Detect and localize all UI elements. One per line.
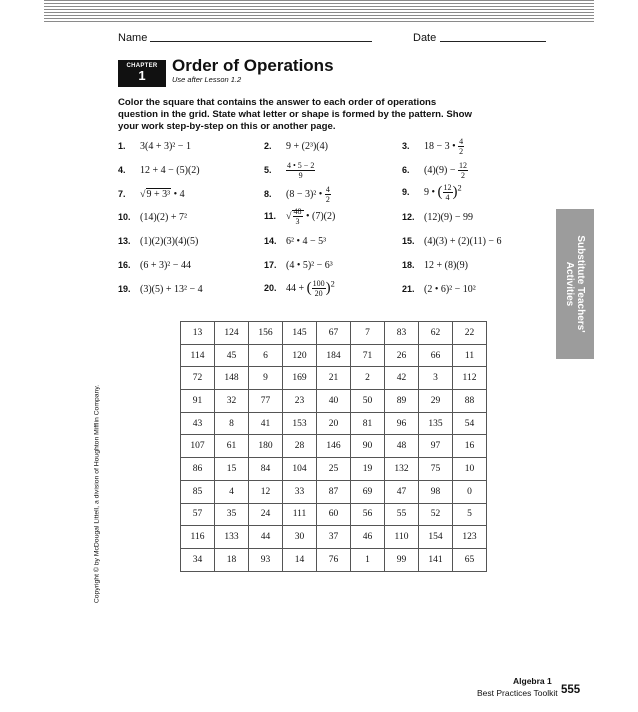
grid-cell[interactable]: 28	[283, 435, 317, 458]
date-input-line[interactable]	[440, 41, 546, 42]
grid-cell[interactable]: 123	[453, 526, 487, 549]
page-subtitle: Use after Lesson 1.2	[172, 75, 242, 84]
grid-cell[interactable]: 90	[351, 435, 385, 458]
grid-cell[interactable]: 57	[181, 503, 215, 526]
grid-cell[interactable]: 3	[419, 367, 453, 390]
copyright-notice: Copyright © by McDougal Littell, a division of Houghton Mifflin Company.	[93, 384, 101, 604]
grid-cell[interactable]: 11	[453, 344, 487, 367]
problem-21: 21. (2 • 6)² − 10²	[402, 284, 476, 295]
grid-row	[181, 503, 487, 526]
chapter-number: 1	[138, 68, 146, 83]
grid-cell[interactable]: 71	[351, 344, 385, 367]
grid-cell[interactable]: 16	[453, 435, 487, 458]
grid-cell[interactable]: 141	[419, 548, 453, 571]
grid-cell[interactable]: 45	[215, 344, 249, 367]
grid-cell[interactable]: 65	[453, 548, 487, 571]
grid-cell[interactable]: 146	[317, 435, 351, 458]
grid-cell[interactable]: 37	[317, 526, 351, 549]
grid-cell[interactable]: 96	[385, 412, 419, 435]
grid-row	[181, 367, 487, 390]
problem-16: 16. (6 + 3)² − 44	[118, 260, 191, 271]
grid-cell[interactable]: 13	[181, 322, 215, 345]
problem-15: 15. (4)(3) + (2)(11) − 6	[402, 236, 502, 247]
grid-cell[interactable]: 111	[283, 503, 317, 526]
grid-cell[interactable]: 4	[215, 480, 249, 503]
grid-cell[interactable]: 18	[215, 548, 249, 571]
problem-18: 18. 12 + (8)(9)	[402, 260, 468, 271]
grid-cell[interactable]: 132	[385, 458, 419, 481]
page-number: 555	[561, 684, 581, 696]
problem-5: 5. $\frac{4 • 5 - 2}{9}$	[264, 161, 315, 180]
problem-3: 3. 18 − 3 • $\frac{4}{2}$	[402, 137, 464, 156]
grid-cell[interactable]: 55	[385, 503, 419, 526]
grid-cell[interactable]: 69	[351, 480, 385, 503]
problem-17: 17. (4 • 5)² − 6³	[264, 260, 333, 271]
grid-cell[interactable]: 86	[181, 458, 215, 481]
grid-row	[181, 344, 487, 367]
grid-cell[interactable]: 76	[317, 548, 351, 571]
grid-cell[interactable]: 23	[283, 390, 317, 413]
problem-6: 6. (4)(9) − $\frac{12}{2}$	[402, 161, 467, 180]
grid-row	[181, 526, 487, 549]
answer-grid	[180, 321, 487, 572]
problem-4: 4. 12 + 4 − (5)(2)	[118, 165, 200, 176]
grid-row	[181, 412, 487, 435]
grid-cell[interactable]: 41	[249, 412, 283, 435]
grid-cell[interactable]: 15	[215, 458, 249, 481]
grid-cell[interactable]: 85	[181, 480, 215, 503]
problem-12: 12. (12)(9) − 99	[402, 212, 473, 223]
header-rule-lines	[44, 0, 594, 24]
grid-cell[interactable]: 89	[385, 390, 419, 413]
grid-cell[interactable]: 112	[453, 367, 487, 390]
date-label: Date	[413, 32, 437, 44]
side-tab-label: Substitute Teachers' Activities	[564, 235, 586, 333]
grid-cell[interactable]: 54	[453, 412, 487, 435]
grid-cell[interactable]: 25	[317, 458, 351, 481]
grid-cell[interactable]: 148	[215, 367, 249, 390]
grid-cell[interactable]: 6	[249, 344, 283, 367]
problem-1: 1. 3(4 + 3)² − 1	[118, 141, 191, 152]
grid-row	[181, 548, 487, 571]
grid-cell[interactable]: 30	[283, 526, 317, 549]
grid-cell[interactable]: 116	[181, 526, 215, 549]
grid-cell[interactable]: 156	[249, 322, 283, 345]
footer-toolkit: Best Practices Toolkit	[477, 688, 558, 698]
grid-cell[interactable]: 2	[351, 367, 385, 390]
grid-cell[interactable]: 75	[419, 458, 453, 481]
grid-cell[interactable]: 22	[453, 322, 487, 345]
grid-cell[interactable]: 169	[283, 367, 317, 390]
grid-cell[interactable]: 88	[453, 390, 487, 413]
grid-cell[interactable]: 47	[385, 480, 419, 503]
grid-cell[interactable]: 52	[419, 503, 453, 526]
chapter-label: CHAPTER	[126, 63, 158, 69]
grid-cell[interactable]: 32	[215, 390, 249, 413]
grid-cell[interactable]: 114	[181, 344, 215, 367]
grid-cell[interactable]: 46	[351, 526, 385, 549]
grid-cell[interactable]: 0	[453, 480, 487, 503]
grid-cell[interactable]: 135	[419, 412, 453, 435]
grid-cell[interactable]: 19	[351, 458, 385, 481]
grid-cell[interactable]: 20	[317, 412, 351, 435]
grid-cell[interactable]: 124	[215, 322, 249, 345]
grid-cell[interactable]: 44	[249, 526, 283, 549]
grid-cell[interactable]: 97	[419, 435, 453, 458]
problem-20: 20. 44 + ( $\frac{100}{20}$ )$^2$	[264, 279, 335, 298]
grid-cell[interactable]: 154	[419, 526, 453, 549]
grid-cell[interactable]: 8	[215, 412, 249, 435]
grid-cell[interactable]: 60	[317, 503, 351, 526]
grid-cell[interactable]: 91	[181, 390, 215, 413]
grid-cell[interactable]: 87	[317, 480, 351, 503]
grid-cell[interactable]: 12	[249, 480, 283, 503]
grid-cell[interactable]: 26	[385, 344, 419, 367]
grid-cell[interactable]: 1	[351, 548, 385, 571]
grid-cell[interactable]: 62	[419, 322, 453, 345]
problem-13: 13. (1)(2)(3)(4)(5)	[118, 236, 199, 247]
grid-cell[interactable]: 110	[385, 526, 419, 549]
grid-cell[interactable]: 42	[385, 367, 419, 390]
grid-cell[interactable]: 72	[181, 367, 215, 390]
grid-cell[interactable]: 153	[283, 412, 317, 435]
grid-cell[interactable]: 5	[453, 503, 487, 526]
problem-7: 7. √9 + 3³ • 4	[118, 189, 185, 200]
grid-cell[interactable]: 34	[181, 548, 215, 571]
problem-2: 2. 9 + (2³)(4)	[264, 141, 328, 152]
grid-cell[interactable]: 61	[215, 435, 249, 458]
grid-cell[interactable]: 145	[283, 322, 317, 345]
instructions: Color the square that contains the answer to each order of operations question in the grid. State what letter or shape is formed by the pattern. Show your work step-by-step on this or another page.	[118, 97, 472, 132]
problem-8: 8. (8 − 3)² • $\frac{4}{2}$	[264, 185, 330, 204]
grid-cell[interactable]: 77	[249, 390, 283, 413]
grid-row	[181, 390, 487, 413]
grid-cell[interactable]: 7	[351, 322, 385, 345]
name-input-line[interactable]	[150, 41, 372, 42]
grid-cell[interactable]: 10	[453, 458, 487, 481]
grid-row	[181, 322, 487, 345]
grid-cell[interactable]: 29	[419, 390, 453, 413]
grid-cell[interactable]: 35	[215, 503, 249, 526]
grid-cell[interactable]: 43	[181, 412, 215, 435]
grid-cell[interactable]: 120	[283, 344, 317, 367]
name-label: Name	[118, 32, 148, 44]
chapter-badge	[118, 60, 166, 87]
grid-cell[interactable]: 84	[249, 458, 283, 481]
grid-cell[interactable]: 40	[317, 390, 351, 413]
grid-row	[181, 435, 487, 458]
grid-cell[interactable]: 99	[385, 548, 419, 571]
grid-cell[interactable]: 24	[249, 503, 283, 526]
grid-cell[interactable]: 9	[249, 367, 283, 390]
grid-cell[interactable]: 107	[181, 435, 215, 458]
grid-cell[interactable]: 48	[385, 435, 419, 458]
grid-cell[interactable]: 50	[351, 390, 385, 413]
problem-11: 11. √ $\frac{48}{3}$ • (7)(2)	[264, 207, 336, 226]
grid-cell[interactable]: 66	[419, 344, 453, 367]
grid-row	[181, 480, 487, 503]
grid-cell[interactable]: 133	[215, 526, 249, 549]
problem-10: 10. (14)(2) + 7²	[118, 212, 187, 223]
grid-cell[interactable]: 33	[283, 480, 317, 503]
page-title: Order of Operations	[172, 56, 334, 75]
problem-9: 9. 9 • ( $\frac{12}{4}$ )$^2$	[402, 183, 462, 202]
grid-cell[interactable]: 14	[283, 548, 317, 571]
grid-cell[interactable]: 81	[351, 412, 385, 435]
grid-cell[interactable]: 93	[249, 548, 283, 571]
grid-cell[interactable]: 184	[317, 344, 351, 367]
grid-cell[interactable]: 180	[249, 435, 283, 458]
grid-row	[181, 458, 487, 481]
problem-19: 19. (3)(5) + 13² − 4	[118, 284, 203, 295]
grid-cell[interactable]: 104	[283, 458, 317, 481]
grid-cell[interactable]: 67	[317, 322, 351, 345]
grid-cell[interactable]: 56	[351, 503, 385, 526]
grid-cell[interactable]: 98	[419, 480, 453, 503]
grid-cell[interactable]: 21	[317, 367, 351, 390]
problem-14: 14. 6² • 4 − 5³	[264, 236, 327, 247]
problem-list	[118, 136, 518, 306]
grid-cell[interactable]: 83	[385, 322, 419, 345]
footer-book-title: Algebra 1	[513, 676, 552, 686]
